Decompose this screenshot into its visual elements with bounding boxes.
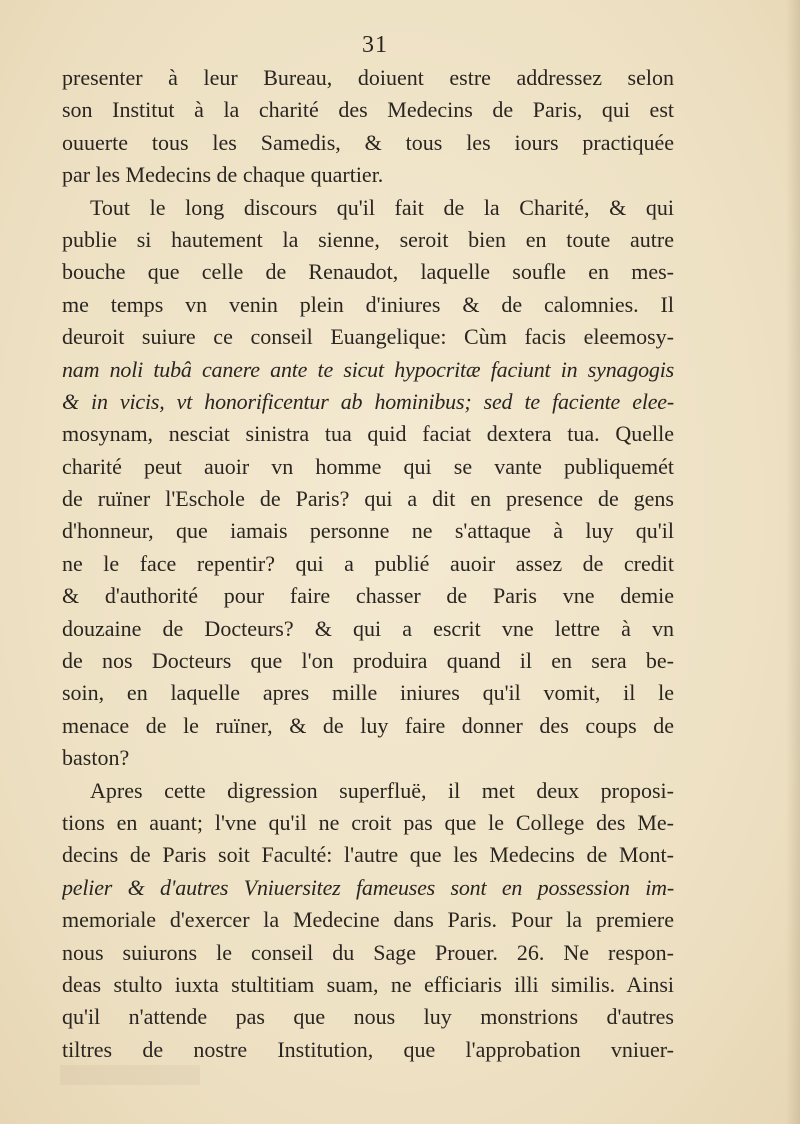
text-line: & d'authorité pour faire chasser de Paris vne demie xyxy=(62,583,674,609)
text-line: publie si hautement la sienne, seroit bien en toute autre xyxy=(62,226,674,252)
text-line: nam noli tubâ canere ante te sicut hypocritæ faciunt in synagogis xyxy=(62,356,674,382)
text-line: decins de Paris soit Faculté: l'autre que les Medecins de Mont- xyxy=(62,842,674,868)
text-line: memoriale d'exercer la Medecine dans Paris. Pour la premiere xyxy=(62,907,674,933)
text-line: de nos Docteurs que l'on produira quand il en sera be- xyxy=(62,648,674,674)
text-line: Apres cette digression superfluë, il met deux proposi- xyxy=(90,777,674,803)
text-line: ouuerte tous les Samedis, & tous les iours practiquée xyxy=(62,129,674,155)
bleed-through-mark xyxy=(60,1065,200,1085)
text-line: deas stulto iuxta stultitiam suam, ne efficiaris illi similis. Ainsi xyxy=(62,971,674,997)
body-text xyxy=(62,62,674,1066)
text-line: son Institut à la charité des Medecins de Paris, qui est xyxy=(62,97,674,123)
text-line: mosynam, nesciat sinistra tua quid faciat dextera tua. Quelle xyxy=(62,421,674,447)
text-line: charité peut auoir vn homme qui se vante publiquemét xyxy=(62,453,674,479)
text-line: ne le face repentir? qui a publié auoir assez de credit xyxy=(62,550,674,576)
text-line: soin, en laquelle apres mille iniures qu'il vomit, il le xyxy=(62,680,674,706)
text-line: & in vicis, vt honorificentur ab hominibus; sed te faciente elee- xyxy=(62,388,674,414)
text-line: tions en auant; l'vne qu'il ne croit pas que le College des Me- xyxy=(62,809,674,835)
text-line: menace de le ruïner, & de luy faire donner des coups de xyxy=(62,712,674,738)
text-line: d'honneur, que iamais personne ne s'attaque à luy qu'il xyxy=(62,518,674,544)
text-line: par les Medecins de chaque quartier. xyxy=(62,162,384,188)
text-line: bouche que celle de Renaudot, laquelle soufle en mes- xyxy=(62,259,674,285)
page-number: 31 xyxy=(362,32,388,58)
text-line: baston? xyxy=(62,745,130,771)
text-line: qu'il n'attende pas que nous luy monstrions d'autres xyxy=(62,1004,674,1030)
text-line: tiltres de nostre Institution, que l'approbation vniuer- xyxy=(62,1036,674,1062)
text-line: deuroit suiure ce conseil Euangelique: Cùm facis eleemosy- xyxy=(62,324,674,350)
text-line: de ruïner l'Eschole de Paris? qui a dit en presence de gens xyxy=(62,486,674,512)
text-line: Tout le long discours qu'il fait de la Charité, & qui xyxy=(90,194,674,220)
text-line: nous suiurons le conseil du Sage Prouer. 26. Ne respon- xyxy=(62,939,674,965)
text-line: presenter à leur Bureau, doiuent estre addressez selon xyxy=(62,65,674,90)
text-line: pelier & d'autres Vniuersitez fameuses sont en possession im- xyxy=(62,874,674,900)
text-line: douzaine de Docteurs? & qui a escrit vne lettre à vn xyxy=(62,615,674,641)
page-edge-shadow xyxy=(786,0,800,1124)
text-line: me temps vn venin plein d'iniures & de calomnies. Il xyxy=(62,291,674,317)
